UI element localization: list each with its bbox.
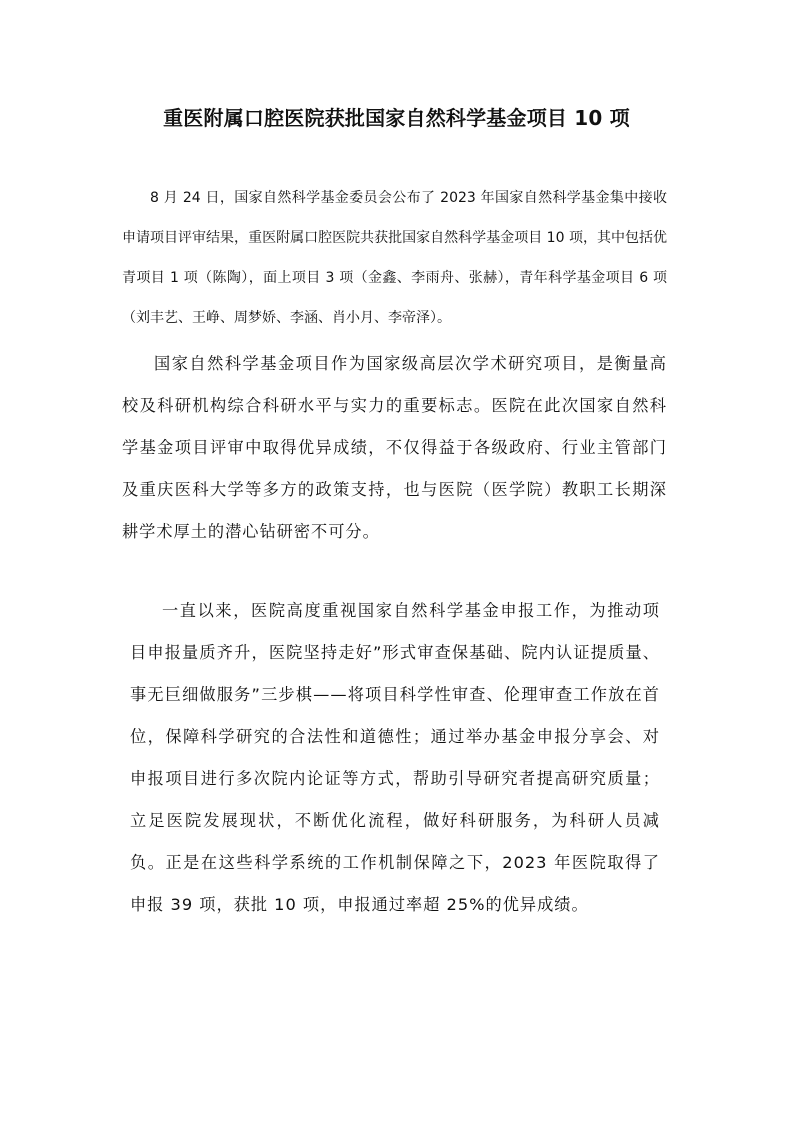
document-title: 重医附属口腔医院获批国家自然科学基金项目 10 项: [163, 106, 630, 130]
paragraph-significance: 国家自然科学基金项目作为国家级高层次学术研究项目，是衡量高校及科研机构综合科研水平与实力的重要标志。医院在此次国家自然科学基金项目评审中取得优异成绩，不仅得益于各级政府、行业主管部门及重庆医科大学等多方的政策支持，也与医院（医学院）教职工长期深耕学术厚土的潜心钻研密不可分。: [122, 354, 667, 541]
paragraph-announcement: 8 月 24 日，国家自然科学基金委员会公布了 2023 年国家自然科学基金集中接收申请项目评审结果，重医附属口腔医院共获批国家自然科学基金项目 10 项，其中包括优青项目 1 项（陈陶），面上项目 3 项（金鑫、李雨舟、张赫），青年科学基金项目 6 项（刘丰艺、王峥、周梦娇、李涵、肖小月、李帝泽）。: [122, 190, 667, 326]
paragraph-work-mechanism: 一直以来，医院高度重视国家自然科学基金申报工作，为推动项目申报量质齐升，医院坚持走好”形式审查保基础、院内认证提质量、事无巨细做服务”三步棋——将项目科学性审查、伦理审查工作放在首位，保障科学研究的合法性和道德性；通过举办基金申报分享会、对申报项目进行多次院内论证等方式，帮助引导研究者提高研究质量；立足医院发展现状，不断优化流程，做好科研服务，为科研人员减负。正是在这些科学系统的工作机制保障之下，2023 年医院取得了申报 39 项，获批 10 项，申报通过率超 25%的优异成绩。: [130, 601, 660, 914]
